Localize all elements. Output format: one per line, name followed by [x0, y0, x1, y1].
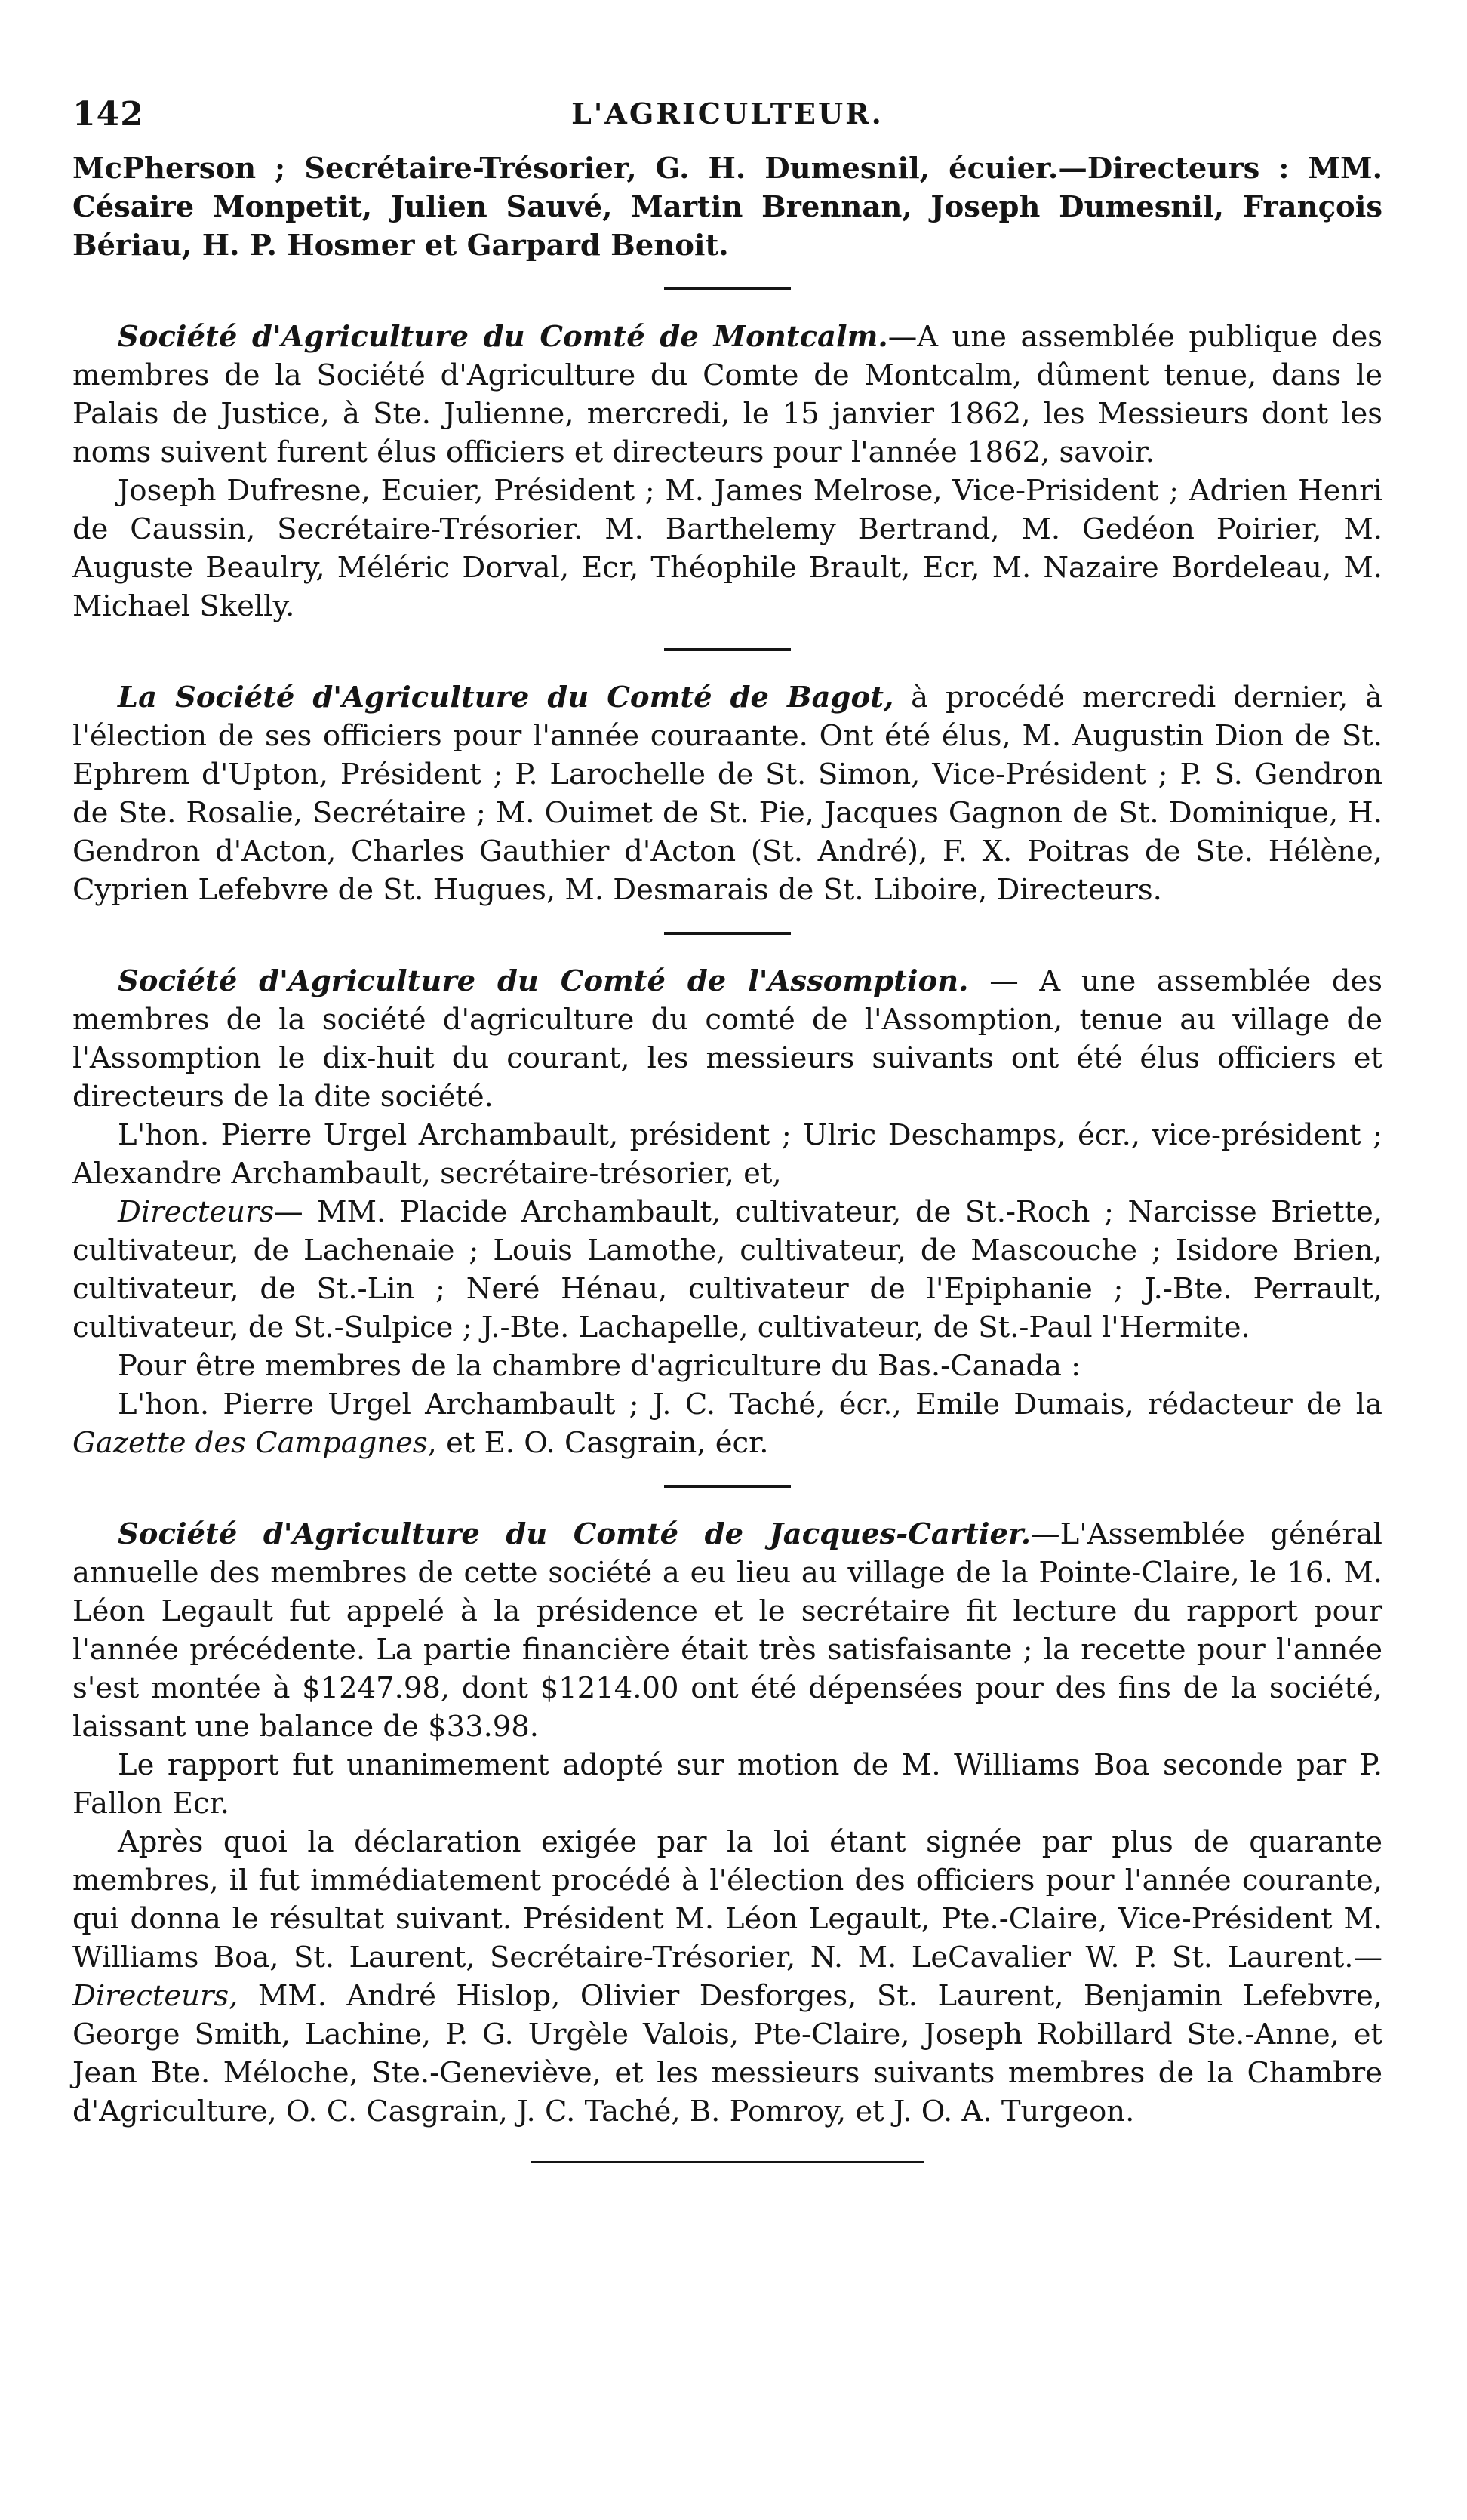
- book-page: [72, 89, 1382, 2190]
- end-rule: [531, 2161, 924, 2163]
- article-dumesnil-directors: [72, 149, 1382, 265]
- paragraph: [72, 962, 1382, 1116]
- directors-label: Directeurs,: [72, 1979, 238, 2013]
- paragraph: Pour être membres de la chambre d'agriculture du Bas.-Canada :: [118, 1349, 1081, 1383]
- article-assomption: [72, 962, 1382, 1462]
- article-montcalm: [72, 318, 1382, 625]
- paragraph: [72, 318, 1382, 472]
- paragraph: [72, 1193, 1382, 1347]
- paragraph: [72, 1515, 1382, 1746]
- paragraph: Joseph Dufresne, Ecuier, Président ; M. James Melrose, Vice-Prisident ; Adrien Henri de Caussin, Secrétaire-Trésorier. M. Barthelemy Bertrand, M. Gedéon Poirier, M. Auguste Beaulry, Méléric Dorval, Ecr, Théophile Brault, Ecr, M. Nazaire Bordeleau, M. Michael Skelly.: [72, 474, 1382, 623]
- paragraph-text: Après quoi la déclaration exigée par la loi étant signée par plus de quarante membres, il fut immédiatement procédé à l'élection des officiers pour l'année courante, qui donna le résultat suivant. Président M. Léon Legault, Pte.-Claire, Vice-Président M. Williams Boa, St. Laurent, Secrétaire-Trésorier, N. M. LeCavalier W. P. St. Laurent.—: [72, 1825, 1382, 1975]
- running-head: [72, 89, 1382, 149]
- paragraph-text: — MM. Placide Archambault, cultivateur, de St.-Roch ; Narcisse Briette, cultivateur, de Lachenaie ; Louis Lamothe, cultivateur, de Mascouche ; Isidore Brien, cultivateur, de St.-Lin ; Neré Hénau, cultivateur de l'Epiphanie ; J.-Bte. Perrault, cultivateur, de St.-Sulpice ; J.-Bte. Lachapelle, cultivateur, de St.-Paul l'Hermite.: [72, 1195, 1382, 1345]
- paragraph-text: à procédé mercredi dernier, à l'élection de ses officiers pour l'année couraante. Ont été élus, M. Augustin Dion de St. Ephrem d'Upton, Président ; P. Larochelle de St. Simon, Vice-Président ; P. S. Gendron de Ste. Rosalie, Secrétaire ; M. Ouimet de St. Pie, Jacques Gagnon de St. Dominique, H. Gendron d'Acton, Charles Gauthier d'Acton (St. André), F. X. Poitras de Ste. Hélène, Cyprien Lefebvre de St. Hugues, M. Desmarais de St. Liboire, Directeurs.: [72, 681, 1382, 907]
- paragraph-text: —A une assemblée publique des membres de la Société d'Agriculture du Comte de Montcalm, dûment tenue, dans le Palais de Justice, à Ste. Julienne, mercredi, le 15 janvier 1862, les Messieurs dont les noms suivent furent élus officiers et directeurs pour l'année 1862, savoir.: [72, 320, 1382, 469]
- section-divider: [664, 1485, 791, 1488]
- directors-label: Directeurs: [118, 1195, 275, 1229]
- section-divider: [664, 932, 791, 935]
- article-title: Société d'Agriculture du Comté de Montcalm.: [118, 320, 888, 354]
- paragraph-text: — A une assemblée des membres de la société d'agriculture du comté de l'Assomption, tenue au village de l'Assomption le dix-huit du courant, les messieurs suivants ont été élus officiers et directeurs de la dite société.: [72, 964, 1383, 1114]
- article-title: Société d'Agriculture du Comté de Jacques-Cartier.: [118, 1517, 1032, 1551]
- section-divider: [664, 287, 791, 290]
- paragraph-text: , et E. O. Casgrain, écr.: [427, 1426, 769, 1460]
- paragraph-text: MM. André Hislop, Olivier Desforges, St. Laurent, Benjamin Lefebvre, George Smith, Lachine, P. G. Urgèle Valois, Pte-Claire, Joseph Robillard Ste.-Anne, et Jean Bte. Méloche, Ste.-Geneviève, et les messieurs suivants membres de la Chambre d'Agriculture, O. C. Casgrain, J. C. Taché, B. Pomroy, et J. O. A. Turgeon.: [72, 1979, 1382, 2128]
- running-title: L'AGRICULTEUR.: [571, 97, 884, 131]
- paragraph: L'hon. Pierre Urgel Archambault, président ; Ulric Deschamps, écr., vice-président ; Alexandre Archambault, secrétaire-trésorier, et,: [72, 1118, 1382, 1191]
- page-number: 142: [72, 95, 144, 134]
- paragraph: McPherson ; Secrétaire-Trésorier, G. H. Dumesnil, écuier.—Directeurs : MM. Césaire Monpetit, Julien Sauvé, Martin Brennan, Joseph Dumesnil, François Bériau, H. P. Hosmer et Garpard Benoit.: [72, 152, 1382, 263]
- paragraph: [72, 1385, 1382, 1462]
- paragraph: [72, 678, 1382, 909]
- article-bagot: [72, 678, 1382, 909]
- article-title: La Société d'Agriculture du Comté de Bagot,: [118, 681, 894, 715]
- article-title: Société d'Agriculture du Comté de l'Assomption.: [118, 964, 969, 998]
- article-jacques-cartier: [72, 1515, 1382, 2131]
- publication-title: Gazette des Campagnes: [72, 1426, 428, 1460]
- paragraph: Le rapport fut unanimement adopté sur motion de M. Williams Boa seconde par P. Fallon Ecr.: [72, 1748, 1382, 1821]
- paragraph-text: —L'Assemblée général annuelle des membres de cette société a eu lieu au village de la Pointe-Claire, le 16. M. Léon Legault fut appelé à la présidence et le secrétaire fit lecture du rapport pour l'année précédente. La partie financière était très satisfaisante ; la recette pour l'année s'est montée à $1247.98, dont $1214.00 ont été dépensées pour des fins de la société, laissant une balance de $33.98.: [72, 1517, 1382, 1744]
- paragraph: [72, 1823, 1382, 2131]
- section-divider: [664, 648, 791, 651]
- paragraph-text: L'hon. Pierre Urgel Archambault ; J. C. Taché, écr., Emile Dumais, rédacteur de la: [118, 1388, 1382, 1421]
